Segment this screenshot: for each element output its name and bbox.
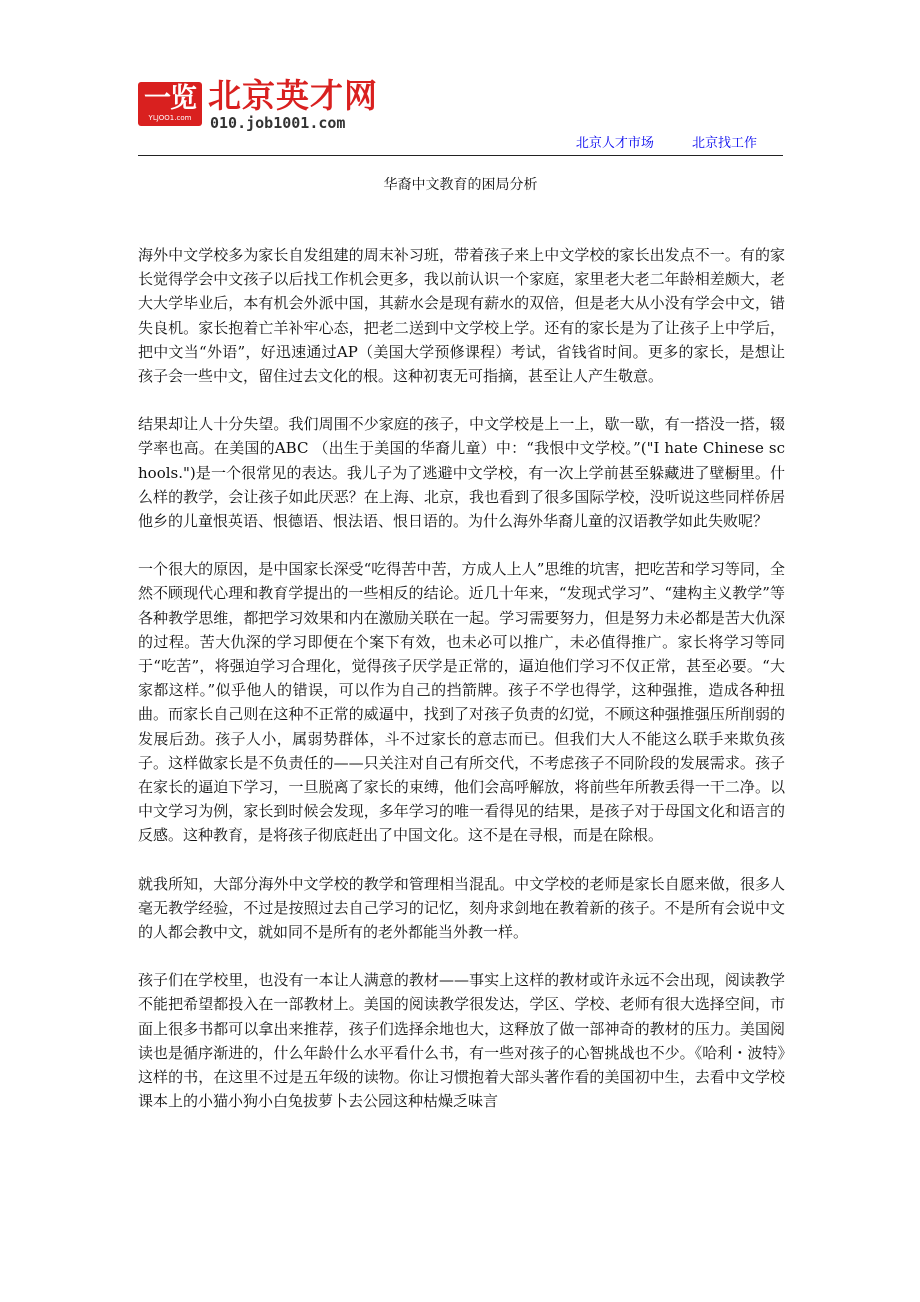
paragraph: 孩子们在学校里，也没有一本让人满意的教材——事实上这样的教材或许永远不会出现，阅读教学不能把希望都投入在一部教材上。美国的阅读教学很发达，学区、学校、老师有很大选择空间，市面上很多书都可以拿出来推荐，孩子们选择余地也大，这释放了做一部神奇的教材的压力。美国阅读也是循序渐进的，什么年龄什么水平看什么书，有一些对孩子的心智挑战也不少。《哈利・波特》这样的书，在这里不过是五年级的读物。你让习惯抱着大部头著作看的美国初中生，去看中文学校课本上的小猫小狗小白兔拔萝卜去公园这种枯燥乏味言: [138, 971, 785, 1111]
document-title: 华裔中文教育的困局分析: [383, 177, 538, 193]
paragraph: 海外中文学校多为家长自发组建的周末补习班，带着孩子来上中文学校的家长出发点不一。有的家长觉得学会中文孩子以后找工作机会更多，我以前认识一个家庭，家里老大老二年龄相差颇大，老大大学毕业后，本有机会外派中国，其薪水会是现有薪水的双倍，但是老大从小没有学会中文，错失良机。家长抱着亡羊补牢心态，把老二送到中文学校上学。还有的家长是为了让孩子上中学后，把中文当“外语”，好迅速通过AP（美国大学预修课程）考试，省钱省时间。更多的家长，是想让孩子会一些中文，留住过去文化的根。这种初衷无可指摘，甚至让人产生敬意。: [138, 246, 785, 386]
site-header: [138, 76, 783, 158]
nav-link-talent-market[interactable]: 北京人才市场: [575, 136, 654, 151]
header-nav: [542, 136, 757, 152]
logo-badge-text: 一览: [144, 83, 196, 114]
nav-link-find-job[interactable]: 北京找工作: [691, 136, 757, 151]
header-divider: [138, 155, 783, 156]
article-body: [138, 243, 785, 1138]
paragraph: 就我所知，大部分海外中文学校的教学和管理相当混乱。中文学校的老师是家长自愿来做，很多人毫无教学经验，不过是按照过去自己学习的记忆，刻舟求剑地在教着新的孩子。不是所有会说中文的人都会教中文，就如同不是所有的老外都能当外教一样。: [138, 874, 785, 942]
site-logo-title[interactable]: 北京英才网: [208, 76, 378, 115]
paragraph: 一个很大的原因，是中国家长深受“吃得苦中苦，方成人上人”思维的坑害，把吃苦和学习等同，全然不顾现代心理和教育学提出的一些相反的结论。近几十年来，“发现式学习”、“建构主义教学”等各种教学思维，都把学习效果和内在激励关联在一起。学习需要努力，但是努力未必都是苦大仇深的过程。苦大仇深的学习即便在个案下有效，也未必可以推广，未必值得推广。家长将学习等同于“吃苦”，将强迫学习合理化，觉得孩子厌学是正常的，逼迫他们学习不仅正常，甚至必要。“大家都这样。”似乎他人的错误，可以作为自己的挡箭牌。孩子不学也得学，这种强推，造成各种扭曲。而家长自己则在这种不正常的威逼中，找到了对孩子负责的幻觉，不顾这种强推强压所削弱的发展后劲。孩子人小，属弱势群体，斗不过家长的意志而已。但我们大人不能这么联手来欺负孩子。这样做家长是不负责任的——只关注对自己有所交代，不考虑孩子不同阶段的发展需求。孩子在家长的逼迫下学习，一旦脱离了家长的束缚，他们会高呼解放，将前些年所教丢得一干二净。以中文学习为例，家长到时候会发现，多年学习的唯一看得见的结果，是孩子对于母国文化和语言的反感。这种教育，是将孩子彻底赶出了中国文化。这不是在寻根，而是在除根。: [138, 560, 785, 845]
site-logo-badge[interactable]: [138, 82, 202, 126]
site-logo-url: 010.job1001.com: [210, 114, 346, 132]
paragraph: 结果却让人十分失望。我们周围不少家庭的孩子，中文学校是上一上，歇一歇，有一搭没一搭，辍学率也高。在美国的ABC （出生于美国的华裔儿童）中：“我恨中文学校。”("I hate Chinese schools.")是一个很常见的表达。我儿子为了逃避中文学校，有一次上学前甚至躲藏进了壁橱里。什么样的教学，会让孩子如此厌恶？在上海、北京，我也看到了很多国际学校，没听说这些同样侨居他乡的儿童恨英语、恨德语、恨法语、恨日语的。为什么海外华裔儿童的汉语教学如此失败呢？: [138, 415, 785, 531]
logo-badge-domain: YLJOO1.com: [148, 114, 192, 122]
